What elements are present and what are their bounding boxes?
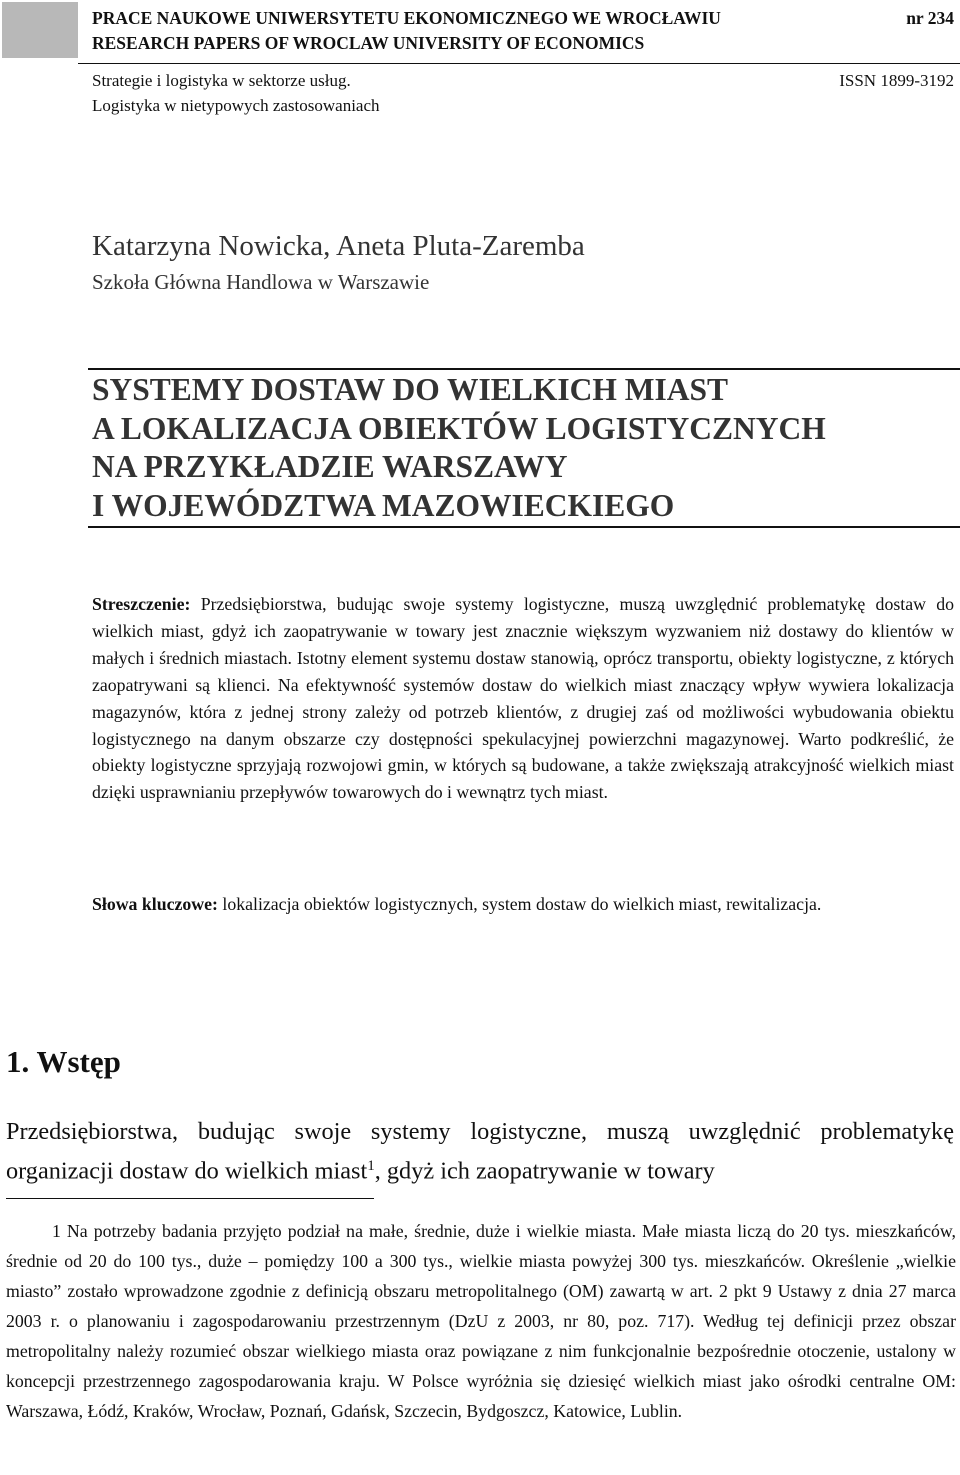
issn: ISSN 1899-3192 <box>839 71 954 90</box>
abstract-text: Przedsiębiorstwa, budując swoje systemy logistyczne, muszą uwzględnić problematykę dostaw do wielkich miast, gdyż ich zaopatrywanie w towary jest znacznie większym wyzwaniem niż dostawy do klientów w małych i średnich miastach. Istotny element systemu dostaw stanowią, oprócz transportu, obiekty logistyczne, z których zaopatrywani są klienci. Na efektywność systemów dostaw do wielkich miast znaczący wpływ wywiera lokalizacja magazynów, która z jednej strony zależy od potrzeb klientów, z drugiej zaś od możliwości wybudowania obiektu logistycznego na danym obszarze czy dostępności spekulacyjnej powierzchni magazynowej. Warto podkreślić, że obiekty logistyczne sprzyjają rozwojowi gmin, w których są budowane, a także zwiększają atrakcyjność wielkich miast dzięki usprawnianiu przepływów towarowych do i wewnątrz tych miast. <box>92 594 954 803</box>
title-line: NA PRZYKŁADZIE WARSZAWY <box>92 449 568 484</box>
keywords-label: Słowa kluczowe: <box>92 894 218 914</box>
series-subtitle: Logistyka w nietypowych zastosowaniach <box>92 96 380 115</box>
series-info <box>92 68 954 118</box>
body-text-part: Przedsiębiorstwa, budując swoje systemy logistyczne, muszą uwzględnić problematykę organizacji dostaw do wielkich miast <box>6 1118 954 1185</box>
header-divider <box>78 63 960 64</box>
footnote-reference[interactable]: 1 <box>367 1158 375 1174</box>
journal-name-en: RESEARCH PAPERS OF WROCLAW UNIVERSITY OF ECONOMICS <box>92 33 645 53</box>
footnote <box>6 1216 956 1426</box>
affiliation: Szkoła Główna Handlowa w Warszawie <box>92 270 430 294</box>
section-heading: 1. Wstęp <box>6 1044 121 1079</box>
abstract-label: Streszczenie: <box>92 594 191 614</box>
title-line: SYSTEMY DOSTAW DO WIELKICH MIAST <box>92 372 728 407</box>
abstract <box>92 591 954 806</box>
keywords <box>92 890 954 919</box>
body-paragraph <box>6 1114 954 1188</box>
journal-header <box>92 6 954 56</box>
body-text-part: , gdyż ich zaopatrywanie w towary <box>374 1157 715 1185</box>
title-top-rule <box>88 368 960 370</box>
authors: Katarzyna Nowicka, Aneta Pluta-Zaremba <box>92 230 585 262</box>
series-title: Strategie i logistyka w sektorze usług. <box>92 71 351 90</box>
keywords-text: lokalizacja obiektów logistycznych, system dostaw do wielkich miast, rewitalizacja. <box>217 894 822 914</box>
journal-name-pl: PRACE NAUKOWE UNIWERSYTETU EKONOMICZNEGO WE WROCŁAWIU <box>92 8 721 28</box>
journal-logo-block <box>2 2 78 58</box>
title-line: A LOKALIZACJA OBIEKTÓW LOGISTYCZNYCH <box>92 410 826 446</box>
journal-number: nr 234 <box>906 8 954 28</box>
footnote-number: 1 <box>52 1221 61 1241</box>
footnote-text: Na potrzeby badania przyjęto podział na małe, średnie, duże i wielkie miasta. Małe miasta liczą do 20 tys. mieszkańców, średnie od 20 do 100 tys., duże – pomiędzy 100 a 300 tys., wielkie miasta powyżej 300 tys. mieszkańców. Określenie „wielkie miasto” zostało wprowadzone zgodnie z definicją obszaru metropolitalnego (OM) zawartą w art. 2 pkt 9 Ustawy z dnia 27 marca 2003 r. o planowaniu i zagospodarowaniu przestrzennym (DzU z 2003, nr 80, poz. 717). Według tej definicji przez obszar metropolitalny należy rozumieć obszar wielkiego miasta oraz powiązane z nim funkcjonalnie bezpośrednie otoczenie, ustalony w koncepcji przestrzennego zagospodarowania kraju. W Polsce wyróżnia się dziesięć wielkich miast jako ośrodki centralne OM: Warszawa, Łódź, Kraków, Wrocław, Poznań, Gdańsk, Szczecin, Bydgoszcz, Katowice, Lublin. <box>6 1221 956 1421</box>
article-title <box>92 371 826 525</box>
title-line: I WOJEWÓDZTWA MAZOWIECKIEGO <box>92 487 675 523</box>
title-bottom-rule <box>88 526 960 528</box>
footnote-divider <box>6 1198 374 1199</box>
